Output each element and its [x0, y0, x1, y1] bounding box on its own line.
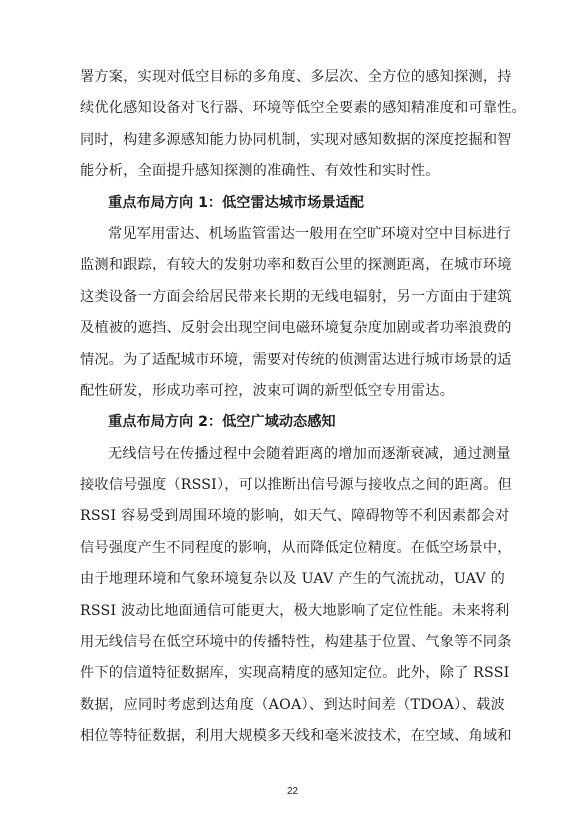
text-line: 及植被的遮挡、反射会出现空间电磁环境复杂度加剧或者功率浪费的 — [80, 320, 512, 337]
text-line: 接收信号强度（RSSI），可以推断出信号源与接收点之间的距离。但 — [80, 477, 513, 494]
text-line: 数据，应同时考虑到达角度（AOA）、到达时间差（TDOA）、载波 — [80, 696, 505, 713]
page-number: 22 — [286, 786, 299, 797]
section-heading-1: 重点布局方向 1：低空雷达城市场景适配 — [108, 194, 364, 211]
section-heading-2: 重点布局方向 2：低空广域动态感知 — [108, 414, 336, 431]
text-line: 由于地理环境和气象环境复杂以及 UAV 产生的气流扰动，UAV 的 — [80, 571, 505, 588]
text-line: 能分析，全面提升感知探测的准确性、有效性和实时性。 — [80, 163, 440, 180]
text-line: RSSI 容易受到周围环境的影响，如天气、障碍物等不利因素都会对 — [80, 508, 510, 525]
text-line: 同时，构建多源感知能力协同机制，实现对感知数据的深度挖掘和智 — [80, 131, 512, 148]
text-line: 配性研发，形成功率可控，波束可调的新型低空专用雷达。 — [80, 382, 455, 399]
paragraph-sensing — [80, 439, 513, 753]
text-line: 续优化感知设备对飞行器、环境等低空全要素的感知精准度和可靠性。 — [80, 100, 527, 117]
text-line: 件下的信道特征数据库，实现高精度的感知定位。此外，除了 RSSI — [80, 665, 510, 682]
text-line: 无线信号在传播过程中会随着距离的增加而逐渐衰减，通过测量 — [108, 445, 511, 462]
paragraph-radar — [80, 219, 512, 407]
document-body — [80, 62, 527, 753]
text-line: 这类设备一方面会给居民带来长期的无线电辐射，另一方面由于建筑 — [80, 288, 512, 305]
text-line: 情况。为了适配城市环境，需要对传统的侦测雷达进行城市场景的适 — [80, 351, 512, 368]
text-line: 常见军用雷达、机场监管雷达一般用在空旷环境对空中目标进行 — [108, 225, 511, 242]
text-line: 相位等特征数据，利用大规模多天线和毫米波技术，在空域、角域和 — [80, 728, 512, 745]
text-line: RSSI 波动比地面通信可能更大，极大地影响了定位性能。未来将利 — [80, 602, 510, 619]
text-line: 署方案，实现对低空目标的多角度、多层次、全方位的感知探测，持 — [80, 69, 512, 85]
paragraph-intro — [80, 62, 527, 188]
text-line: 信号强度产生不同程度的影响，从而降低定位精度。在低空场景中， — [80, 539, 512, 556]
text-line: 监测和跟踪，有较大的发射功率和数百公里的探测距离，在城市环境 — [80, 257, 512, 274]
text-line: 用无线信号在低空环境中的传播特性，构建基于位置、气象等不同条 — [80, 634, 512, 651]
